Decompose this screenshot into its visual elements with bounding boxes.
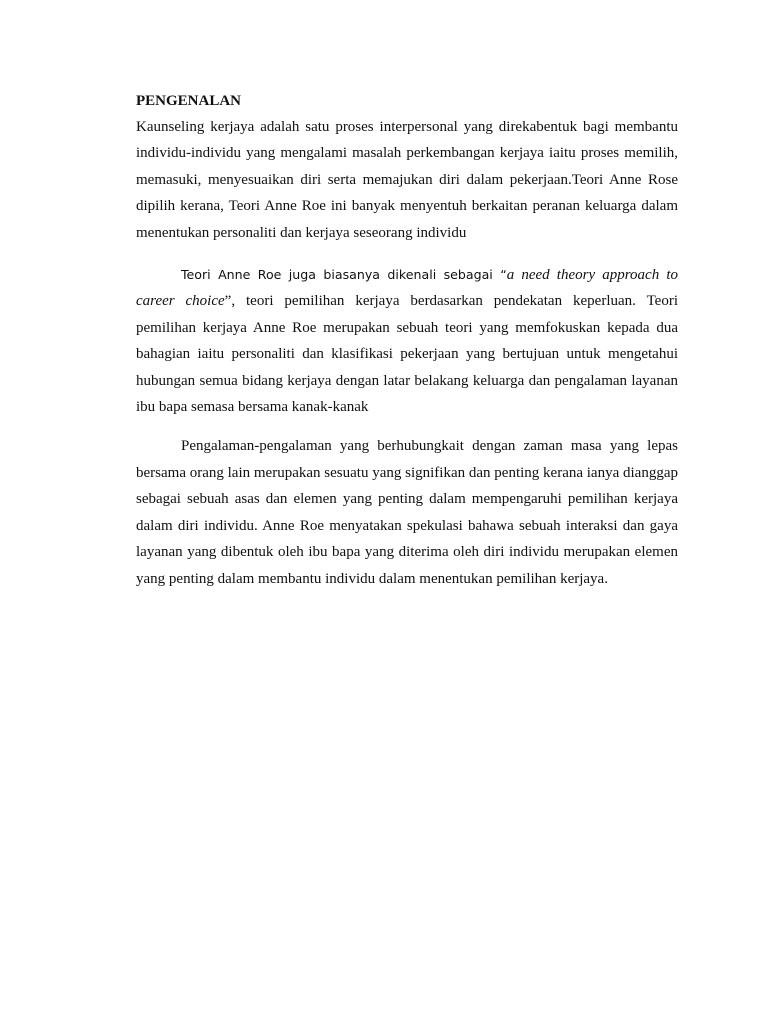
paragraph-2-rest: ”, teori pemilihan kerjaya berdasarkan pendekatan keperluan. Teori pemilihan kerjaya Anne Roe merupakan sebuah teori yang memfokuskan kepada dua bahagian iaitu personaliti dan klasifikasi pekerjaan yang bertujuan untuk mengetahui hubungan semua bidang kerjaya dengan latar belakang keluarga dan pengalaman layanan ibu bapa semasa bersama kanak-kanak bbox=[136, 293, 679, 416]
paragraph-2 bbox=[136, 262, 678, 420]
document-body bbox=[136, 90, 678, 592]
paragraph-2-lead: Teori Anne Roe juga biasanya dikenali sebagai “ bbox=[181, 267, 507, 283]
paragraph-1: Kaunseling kerjaya adalah satu proses interpersonal yang direkabentuk bagi membantu individu-individu yang mengalami masalah perkembangan kerjaya iaitu proses memilih, memasuki, menyesuaikan diri serta memajukan diri dalam pekerjaan.Teori Anne Rose dipilih kerana, Teori Anne Roe ini banyak menyentuh berkaitan peranan keluarga dalam menentukan personaliti dan kerjaya seseorang individu bbox=[136, 119, 678, 241]
section-heading: PENGENALAN bbox=[136, 93, 242, 109]
paragraph-2-italic-phrase: a need theory approach to career choice bbox=[136, 267, 678, 310]
paragraph-3: Pengalaman-pengalaman yang berhubungkait dengan zaman masa yang lepas bersama orang lain merupakan sesuatu yang signifikan dan penting kerana ianya dianggap sebagai sebuah asas dan elemen yang penting dalam mempengaruhi pemilihan kerjaya dalam diri individu. Anne Roe menyatakan spekulasi bahawa sebuah interaksi dan gaya layanan yang dibentuk oleh ibu bapa yang diterima oleh diri individu merupakan elemen yang penting dalam membantu individu dalam menentukan pemilihan kerjaya. bbox=[136, 438, 678, 587]
